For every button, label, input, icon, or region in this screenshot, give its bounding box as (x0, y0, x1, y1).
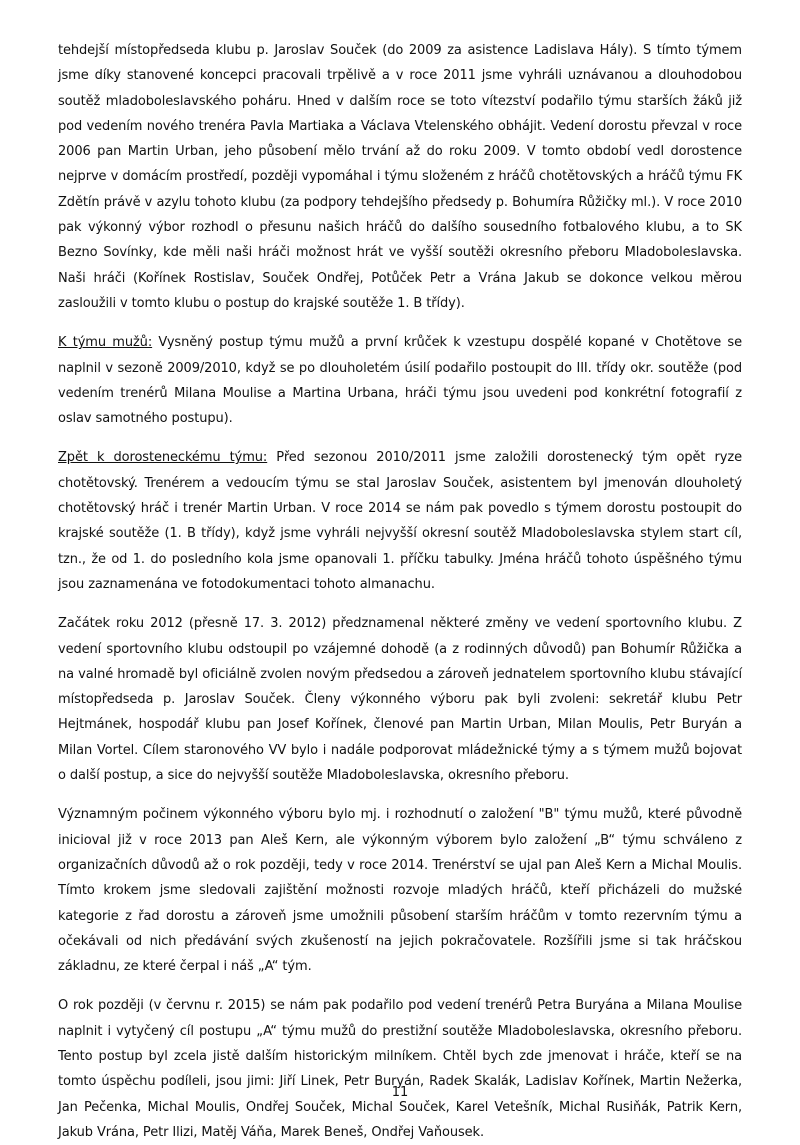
paragraph-b-team (58, 802, 742, 979)
paragraph-mens-team (58, 330, 742, 431)
paragraph-youth-team (58, 445, 742, 597)
paragraph-text: tehdejší místopředseda klubu p. Jaroslav Souček (do 2009 za asistence Ladislava Hály). S tímto týmem jsme díky stanovené koncepci pracovali trpělivě a v roce 2011 jsme vyhráli uznávanou a dlouhodobou soutěž mladoboleslavského poháru. Hned v dalším roce se toto vítezství podařilo týmu starších žáků již pod vedením nového trenéra Pavla Martiaka a Václava Vtelenského obhájit. Vedení dorostu převzal v roce 2006 pan Martin Urban, jeho působení mělo trvání až do roku 2009. V tomto období vedl dorostence nejprve v domácím prostředí, později vypomáhal i týmu složeném z hráčů chotětovských a hráčů týmu FK Zdětín právě v azylu tohoto klubu (za podpory tehdejšího předsedy p. Bohumíra Růžičky ml.). V roce 2010 pak výkonný výbor rozhodl o přesunu našich hráčů do dalšího sousedního fotbalového klubu, a to SK Bezno Sovínky, kde měli naši hráči možnost hrát ve vyšší soutěži okresního přeboru Mladoboleslavska. Naši hráči (Kořínek Rostislav, Souček Ondřej, Potůček Petr a Vrána Jakub se dokonce velkou měrou zasloužili v tomto klubu o postup do krajské soutěže 1. B třídy). (58, 43, 742, 311)
paragraph-text: Před sezonou 2010/2011 jsme založili dorostenecký tým opět ryze chotětovský. Trenérem a vedoucím týmu se stal Jaroslav Souček, asistentem byl jmenován dlouholetý chotětovský hráč i trenér Martin Urban. V roce 2014 se nám pak povedlo s týmem dorostu postoupit do krajské soutěže (1. B třídy), když jsme vyhráli nejvyšší okresní soutěž Mladoboleslavska stylem start cíl, tzn., že od 1. do posledního kola jsme opanovali 1. příčku tabulky. Jména hráčů tohoto úspěšného týmu jsou zaznamenána ve fotodokumentaci tohoto almanachu. (58, 450, 742, 592)
paragraph-text: O rok později (v červnu r. 2015) se nám pak podařilo pod vedení trenérů Petra Buryána a Milana Moulise naplnit i vytyčený cíl postupu „A“ týmu mužů do prestižní soutěže Mladoboleslavska, okresního přeboru. Tento postup byl zcela jistě dalším historickým milníkem. Chtěl bych zde jmenovat i hráče, kteří se na tomto úspěchu podíleli, jsou jimi: Jiří Linek, Petr Buryán, Radek Skalák, Ladislav Kořínek, Martin Nežerka, Jan Pečenka, Michal Moulis, Ondřej Souček, Michal Souček, Karel Vetešník, Michal Rusiňák, Patrik Kern, Jakub Vrána, Petr Ilizi, Matěj Váňa, Marek Beneš, Ondřej Vaňousek. (58, 998, 742, 1140)
paragraph-lead: K týmu mužů: (58, 335, 153, 351)
paragraph-club-history (58, 38, 742, 316)
paragraph-text: Začátek roku 2012 (přesně 17. 3. 2012) předznamenal některé změny ve vedení sportovního klubu. Z vedení sportovního klubu odstoupil po vzájemné dohodě (a z rodinných důvodů) pan Bohumír Růžička a na valné hromadě byl oficiálně zvolen novým předsedou a zároveň jednatelem sportovního klubu stávající místopředseda p. Jaroslav Souček. Členy výkonného výboru pak byli zvoleni: sekretář klubu Petr Hejtmánek, hospodář klubu pan Josef Kořínek, členové pan Martin Urban, Milan Moulis, Petr Buryán a Milan Vortel. Cílem staronového VV bylo i nadále podporovat mládežnické týmy a s týmem mužů bojovat o další postup, a sice do nejvyšší soutěže Mladoboleslavska, okresního přeboru. (58, 616, 742, 784)
paragraph-lead: Zpět k dorosteneckému týmu: (58, 450, 268, 466)
paragraph-promotion-2015 (58, 993, 742, 1145)
paragraph-text: Vysněný postup týmu mužů a první krůček k vzestupu dospělé kopané v Chotětove se naplnil v sezoně 2009/2010, když se po dlouholetém úsilí podařilo postoupit do III. třídy okr. soutěže (pod vedením trenérů Milana Moulise a Martina Urbana, hráči týmu jsou uvedeni pod konkrétní fotografií z oslav samotného postupu). (58, 335, 742, 427)
paragraph-leadership-change (58, 611, 742, 788)
paragraph-text: Významným počinem výkonného výboru bylo mj. i rozhodnutí o založení "B" týmu mužů, které původně inicioval již v roce 2013 pan Aleš Kern, ale výkonným výborem bylo založení „B“ týmu schváleno z organizačních důvodů až o rok později, tedy v roce 2014. Trenérství se ujal pan Aleš Kern a Michal Moulis. Tímto krokem jsme sledovali zajištění možnosti rozvoje mladých hráčů, kteří přicházeli do mužské kategorie z řad dorostu a zároveň jsme umožnili působení starším hráčům v tomto rezervním týmu a očekávali od nich předávání svých zkušeností na jejich pokračovatele. Rozšířili jsme si tak hráčskou základnu, ze které čerpal i náš „A“ tým. (58, 807, 742, 975)
page-number: 11 (391, 1085, 409, 1100)
